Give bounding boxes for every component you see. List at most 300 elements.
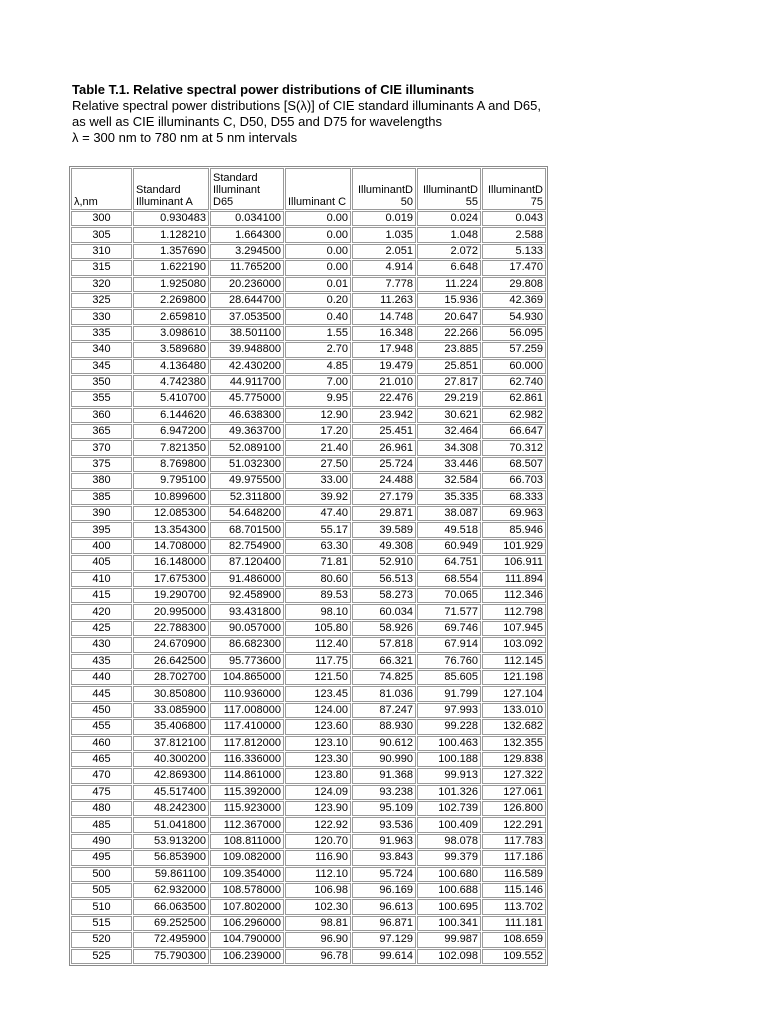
cell-wavelength: 485	[71, 817, 132, 832]
cell-illuminant-a: 10.899600	[133, 490, 209, 505]
cell-wavelength: 520	[71, 932, 132, 947]
cell-illuminant-a: 8.769800	[133, 457, 209, 472]
cell-illuminant-c: 117.75	[285, 654, 351, 669]
table-row	[71, 375, 546, 390]
table-row	[71, 670, 546, 685]
cell-illuminant-a: 53.913200	[133, 834, 209, 849]
cell-wavelength: 385	[71, 490, 132, 505]
cell-illuminant-c: 7.00	[285, 375, 351, 390]
cell-illuminant-c: 120.70	[285, 834, 351, 849]
cell-illuminant-d50: 14.748	[352, 309, 416, 324]
cell-illuminant-c: 124.00	[285, 703, 351, 718]
cell-wavelength: 360	[71, 408, 132, 423]
cell-illuminant-d65: 117.008000	[210, 703, 284, 718]
table-row	[71, 555, 546, 570]
cell-illuminant-d50: 25.451	[352, 424, 416, 439]
cell-illuminant-d75: 101.929	[482, 539, 546, 554]
cell-wavelength: 395	[71, 522, 132, 537]
cell-illuminant-d50: 11.263	[352, 293, 416, 308]
cell-illuminant-a: 4.742380	[133, 375, 209, 390]
table-row	[71, 850, 546, 865]
table-row	[71, 408, 546, 423]
cell-illuminant-d65: 1.664300	[210, 227, 284, 242]
table-row	[71, 309, 546, 324]
cell-illuminant-a: 13.354300	[133, 522, 209, 537]
cell-illuminant-c: 106.98	[285, 883, 351, 898]
table-row	[71, 867, 546, 882]
cell-illuminant-d75: 115.146	[482, 883, 546, 898]
cell-wavelength: 370	[71, 440, 132, 455]
cell-illuminant-a: 35.406800	[133, 719, 209, 734]
cell-illuminant-d55: 100.680	[417, 867, 481, 882]
header-wavelength: λ,nm	[71, 168, 132, 210]
cell-illuminant-d65: 49.363700	[210, 424, 284, 439]
cell-illuminant-a: 40.300200	[133, 752, 209, 767]
cell-wavelength: 490	[71, 834, 132, 849]
cell-illuminant-d50: 0.019	[352, 211, 416, 226]
table-row	[71, 686, 546, 701]
cell-illuminant-c: 0.00	[285, 211, 351, 226]
cell-illuminant-d65: 49.975500	[210, 473, 284, 488]
cell-illuminant-d65: 109.082000	[210, 850, 284, 865]
cell-illuminant-d50: 87.247	[352, 703, 416, 718]
cell-wavelength: 305	[71, 227, 132, 242]
cell-illuminant-d75: 62.982	[482, 408, 546, 423]
cell-illuminant-d65: 54.648200	[210, 506, 284, 521]
header-illuminant-d50: IlluminantD 50	[352, 168, 416, 210]
cell-illuminant-d50: 96.871	[352, 916, 416, 931]
cell-illuminant-a: 2.659810	[133, 309, 209, 324]
cell-illuminant-d55: 34.308	[417, 440, 481, 455]
cell-illuminant-d75: 68.333	[482, 490, 546, 505]
table-row	[71, 752, 546, 767]
cell-illuminant-d75: 103.092	[482, 637, 546, 652]
table-row	[71, 768, 546, 783]
table-row	[71, 260, 546, 275]
cell-wavelength: 400	[71, 539, 132, 554]
cell-illuminant-a: 0.930483	[133, 211, 209, 226]
cell-illuminant-d75: 69.963	[482, 506, 546, 521]
cell-illuminant-c: 33.00	[285, 473, 351, 488]
table-row	[71, 440, 546, 455]
table-row	[71, 703, 546, 718]
cell-illuminant-d65: 42.430200	[210, 359, 284, 374]
cell-illuminant-c: 123.30	[285, 752, 351, 767]
cell-illuminant-a: 24.670900	[133, 637, 209, 652]
cell-illuminant-d65: 108.578000	[210, 883, 284, 898]
cell-wavelength: 450	[71, 703, 132, 718]
table-row	[71, 817, 546, 832]
cell-illuminant-d75: 17.470	[482, 260, 546, 275]
cell-illuminant-a: 2.269800	[133, 293, 209, 308]
cell-illuminant-d65: 106.296000	[210, 916, 284, 931]
cell-illuminant-d50: 56.513	[352, 572, 416, 587]
cell-illuminant-d65: 104.790000	[210, 932, 284, 947]
cell-illuminant-a: 3.098610	[133, 326, 209, 341]
table-row	[71, 654, 546, 669]
cell-illuminant-d50: 91.963	[352, 834, 416, 849]
table-row	[71, 391, 546, 406]
cell-illuminant-d75: 112.346	[482, 588, 546, 603]
cell-wavelength: 510	[71, 899, 132, 914]
cell-illuminant-a: 1.128210	[133, 227, 209, 242]
cell-illuminant-d65: 87.120400	[210, 555, 284, 570]
cell-illuminant-c: 71.81	[285, 555, 351, 570]
cell-illuminant-d55: 99.228	[417, 719, 481, 734]
cell-illuminant-d55: 1.048	[417, 227, 481, 242]
cell-illuminant-d65: 44.911700	[210, 375, 284, 390]
cell-illuminant-d75: 127.104	[482, 686, 546, 701]
table-row	[71, 211, 546, 226]
document-header	[72, 82, 672, 146]
cell-illuminant-d50: 26.961	[352, 440, 416, 455]
cell-illuminant-d75: 121.198	[482, 670, 546, 685]
cell-illuminant-d65: 107.802000	[210, 899, 284, 914]
cell-illuminant-d50: 4.914	[352, 260, 416, 275]
description-line: λ = 300 nm to 780 nm at 5 nm intervals	[72, 130, 298, 145]
cell-illuminant-d55: 20.647	[417, 309, 481, 324]
cell-illuminant-c: 0.20	[285, 293, 351, 308]
cell-illuminant-d75: 122.291	[482, 817, 546, 832]
cell-illuminant-c: 89.53	[285, 588, 351, 603]
cell-illuminant-d75: 68.507	[482, 457, 546, 472]
cell-illuminant-a: 14.708000	[133, 539, 209, 554]
cell-illuminant-c: 112.10	[285, 867, 351, 882]
cell-illuminant-a: 48.242300	[133, 801, 209, 816]
cell-illuminant-d65: 114.861000	[210, 768, 284, 783]
cell-illuminant-d55: 15.936	[417, 293, 481, 308]
cell-illuminant-d75: 127.322	[482, 768, 546, 783]
cell-illuminant-a: 51.041800	[133, 817, 209, 832]
spd-table-container	[69, 166, 548, 966]
cell-illuminant-d55: 102.098	[417, 949, 481, 964]
cell-illuminant-d65: 117.812000	[210, 736, 284, 751]
cell-illuminant-a: 1.622190	[133, 260, 209, 275]
cell-wavelength: 345	[71, 359, 132, 374]
cell-illuminant-d55: 49.518	[417, 522, 481, 537]
header-illuminant-d65: Standard Illuminant D65	[210, 168, 284, 210]
cell-illuminant-d50: 19.479	[352, 359, 416, 374]
cell-illuminant-d55: 64.751	[417, 555, 481, 570]
cell-illuminant-d65: 52.311800	[210, 490, 284, 505]
table-row	[71, 244, 546, 259]
cell-illuminant-c: 55.17	[285, 522, 351, 537]
table-row	[71, 916, 546, 931]
cell-illuminant-d50: 58.926	[352, 621, 416, 636]
cell-wavelength: 415	[71, 588, 132, 603]
cell-illuminant-d50: 16.348	[352, 326, 416, 341]
table-row	[71, 424, 546, 439]
cell-illuminant-d50: 22.476	[352, 391, 416, 406]
cell-illuminant-d75: 85.946	[482, 522, 546, 537]
cell-wavelength: 405	[71, 555, 132, 570]
cell-illuminant-c: 9.95	[285, 391, 351, 406]
cell-illuminant-d50: 93.843	[352, 850, 416, 865]
cell-illuminant-d50: 17.948	[352, 342, 416, 357]
cell-illuminant-d65: 51.032300	[210, 457, 284, 472]
cell-wavelength: 380	[71, 473, 132, 488]
cell-illuminant-d55: 99.379	[417, 850, 481, 865]
cell-illuminant-c: 0.01	[285, 277, 351, 292]
cell-illuminant-d50: 52.910	[352, 555, 416, 570]
table-row	[71, 572, 546, 587]
cell-illuminant-d55: 60.949	[417, 539, 481, 554]
cell-illuminant-d65: 3.294500	[210, 244, 284, 259]
table-description	[72, 98, 672, 146]
cell-wavelength: 310	[71, 244, 132, 259]
cell-illuminant-d55: 100.341	[417, 916, 481, 931]
cell-illuminant-d55: 97.993	[417, 703, 481, 718]
cell-illuminant-d55: 0.024	[417, 211, 481, 226]
cell-illuminant-a: 7.821350	[133, 440, 209, 455]
cell-wavelength: 455	[71, 719, 132, 734]
cell-illuminant-a: 72.495900	[133, 932, 209, 947]
cell-illuminant-a: 59.861100	[133, 867, 209, 882]
table-row	[71, 277, 546, 292]
cell-illuminant-d65: 115.392000	[210, 785, 284, 800]
cell-illuminant-d75: 29.808	[482, 277, 546, 292]
cell-illuminant-d55: 100.463	[417, 736, 481, 751]
cell-illuminant-a: 3.589680	[133, 342, 209, 357]
cell-illuminant-d55: 27.817	[417, 375, 481, 390]
cell-illuminant-d75: 113.702	[482, 899, 546, 914]
table-row	[71, 293, 546, 308]
cell-wavelength: 465	[71, 752, 132, 767]
cell-illuminant-c: 116.90	[285, 850, 351, 865]
cell-illuminant-d55: 22.266	[417, 326, 481, 341]
cell-illuminant-d75: 106.911	[482, 555, 546, 570]
cell-wavelength: 375	[71, 457, 132, 472]
cell-illuminant-d55: 23.885	[417, 342, 481, 357]
cell-illuminant-d75: 116.589	[482, 867, 546, 882]
cell-illuminant-d65: 45.775000	[210, 391, 284, 406]
cell-illuminant-d65: 117.410000	[210, 719, 284, 734]
cell-illuminant-d55: 100.688	[417, 883, 481, 898]
cell-illuminant-d75: 66.703	[482, 473, 546, 488]
cell-illuminant-d65: 109.354000	[210, 867, 284, 882]
cell-illuminant-d65: 90.057000	[210, 621, 284, 636]
cell-illuminant-d50: 7.778	[352, 277, 416, 292]
table-header-row	[71, 168, 546, 210]
cell-illuminant-a: 37.812100	[133, 736, 209, 751]
cell-illuminant-d75: 111.894	[482, 572, 546, 587]
cell-illuminant-a: 30.850800	[133, 686, 209, 701]
cell-illuminant-a: 66.063500	[133, 899, 209, 914]
cell-illuminant-d65: 93.431800	[210, 604, 284, 619]
cell-illuminant-d55: 67.914	[417, 637, 481, 652]
cell-illuminant-c: 123.80	[285, 768, 351, 783]
cell-illuminant-d75: 117.783	[482, 834, 546, 849]
table-row	[71, 227, 546, 242]
cell-illuminant-d55: 33.446	[417, 457, 481, 472]
cell-illuminant-d55: 32.584	[417, 473, 481, 488]
cell-illuminant-a: 4.136480	[133, 359, 209, 374]
cell-illuminant-c: 39.92	[285, 490, 351, 505]
cell-illuminant-d75: 112.145	[482, 654, 546, 669]
cell-illuminant-d75: 70.312	[482, 440, 546, 455]
cell-wavelength: 445	[71, 686, 132, 701]
cell-illuminant-d50: 74.825	[352, 670, 416, 685]
table-row	[71, 899, 546, 914]
cell-illuminant-d55: 99.987	[417, 932, 481, 947]
cell-illuminant-a: 56.853900	[133, 850, 209, 865]
table-row	[71, 785, 546, 800]
cell-illuminant-d65: 38.501100	[210, 326, 284, 341]
cell-illuminant-d55: 11.224	[417, 277, 481, 292]
cell-illuminant-c: 27.50	[285, 457, 351, 472]
cell-illuminant-d50: 97.129	[352, 932, 416, 947]
cell-illuminant-a: 28.702700	[133, 670, 209, 685]
cell-illuminant-a: 1.357690	[133, 244, 209, 259]
cell-illuminant-d75: 60.000	[482, 359, 546, 374]
cell-illuminant-c: 105.80	[285, 621, 351, 636]
cell-illuminant-d55: 102.739	[417, 801, 481, 816]
description-line: Relative spectral power distributions [S(λ)] of CIE standard illuminants A and D65,	[72, 98, 541, 113]
spd-table	[69, 166, 548, 966]
cell-illuminant-d65: 106.239000	[210, 949, 284, 964]
cell-illuminant-d50: 95.109	[352, 801, 416, 816]
cell-illuminant-d65: 108.811000	[210, 834, 284, 849]
cell-illuminant-d55: 70.065	[417, 588, 481, 603]
table-row	[71, 539, 546, 554]
cell-illuminant-d55: 85.605	[417, 670, 481, 685]
cell-illuminant-d55: 32.464	[417, 424, 481, 439]
cell-illuminant-d50: 60.034	[352, 604, 416, 619]
cell-illuminant-d75: 133.010	[482, 703, 546, 718]
cell-illuminant-a: 19.290700	[133, 588, 209, 603]
cell-illuminant-a: 33.085900	[133, 703, 209, 718]
cell-illuminant-d50: 90.612	[352, 736, 416, 751]
cell-illuminant-d50: 1.035	[352, 227, 416, 242]
table-row	[71, 457, 546, 472]
cell-illuminant-d75: 117.186	[482, 850, 546, 865]
cell-illuminant-d75: 127.061	[482, 785, 546, 800]
cell-illuminant-d65: 92.458900	[210, 588, 284, 603]
cell-illuminant-d50: 2.051	[352, 244, 416, 259]
cell-illuminant-d55: 68.554	[417, 572, 481, 587]
cell-illuminant-d65: 68.701500	[210, 522, 284, 537]
cell-illuminant-a: 6.947200	[133, 424, 209, 439]
cell-illuminant-a: 9.795100	[133, 473, 209, 488]
cell-illuminant-d55: 100.695	[417, 899, 481, 914]
cell-wavelength: 390	[71, 506, 132, 521]
cell-illuminant-c: 96.78	[285, 949, 351, 964]
cell-illuminant-d65: 28.644700	[210, 293, 284, 308]
cell-illuminant-d50: 23.942	[352, 408, 416, 423]
cell-illuminant-a: 22.788300	[133, 621, 209, 636]
table-row	[71, 473, 546, 488]
header-illuminant-d75: IlluminantD 75	[482, 168, 546, 210]
cell-wavelength: 320	[71, 277, 132, 292]
cell-illuminant-d65: 52.089100	[210, 440, 284, 455]
cell-illuminant-d65: 20.236000	[210, 277, 284, 292]
cell-illuminant-d55: 100.188	[417, 752, 481, 767]
cell-illuminant-d75: 57.259	[482, 342, 546, 357]
cell-illuminant-d50: 88.930	[352, 719, 416, 734]
table-row	[71, 604, 546, 619]
cell-illuminant-c: 121.50	[285, 670, 351, 685]
table-row	[71, 949, 546, 964]
cell-illuminant-d75: 126.800	[482, 801, 546, 816]
cell-illuminant-c: 123.10	[285, 736, 351, 751]
cell-illuminant-d75: 132.355	[482, 736, 546, 751]
cell-illuminant-d50: 57.818	[352, 637, 416, 652]
cell-wavelength: 355	[71, 391, 132, 406]
cell-illuminant-a: 12.085300	[133, 506, 209, 521]
cell-illuminant-a: 16.148000	[133, 555, 209, 570]
cell-illuminant-d65: 95.773600	[210, 654, 284, 669]
cell-illuminant-d75: 66.647	[482, 424, 546, 439]
cell-wavelength: 335	[71, 326, 132, 341]
table-row	[71, 522, 546, 537]
cell-illuminant-d65: 11.765200	[210, 260, 284, 275]
cell-illuminant-d65: 37.053500	[210, 309, 284, 324]
cell-illuminant-a: 17.675300	[133, 572, 209, 587]
cell-illuminant-d55: 38.087	[417, 506, 481, 521]
cell-illuminant-d55: 76.760	[417, 654, 481, 669]
cell-illuminant-d55: 100.409	[417, 817, 481, 832]
cell-illuminant-d55: 25.851	[417, 359, 481, 374]
cell-illuminant-d75: 62.740	[482, 375, 546, 390]
cell-illuminant-a: 69.252500	[133, 916, 209, 931]
cell-illuminant-d75: 2.588	[482, 227, 546, 242]
table-row	[71, 637, 546, 652]
cell-wavelength: 420	[71, 604, 132, 619]
cell-illuminant-d75: 111.181	[482, 916, 546, 931]
cell-wavelength: 300	[71, 211, 132, 226]
cell-illuminant-c: 112.40	[285, 637, 351, 652]
cell-illuminant-d55: 69.746	[417, 621, 481, 636]
cell-illuminant-d65: 104.865000	[210, 670, 284, 685]
cell-illuminant-a: 6.144620	[133, 408, 209, 423]
cell-illuminant-c: 0.00	[285, 244, 351, 259]
cell-wavelength: 480	[71, 801, 132, 816]
cell-illuminant-c: 2.70	[285, 342, 351, 357]
cell-wavelength: 430	[71, 637, 132, 652]
cell-illuminant-d50: 66.321	[352, 654, 416, 669]
cell-illuminant-d55: 101.326	[417, 785, 481, 800]
cell-illuminant-a: 5.410700	[133, 391, 209, 406]
description-line: as well as CIE illuminants C, D50, D55 and D75 for wavelengths	[72, 114, 442, 129]
cell-illuminant-d65: 115.923000	[210, 801, 284, 816]
cell-illuminant-d50: 99.614	[352, 949, 416, 964]
cell-illuminant-d50: 91.368	[352, 768, 416, 783]
cell-illuminant-a: 42.869300	[133, 768, 209, 783]
cell-illuminant-c: 102.30	[285, 899, 351, 914]
cell-illuminant-c: 96.90	[285, 932, 351, 947]
table-row	[71, 359, 546, 374]
cell-illuminant-d50: 25.724	[352, 457, 416, 472]
header-illuminant-d55: IlluminantD 55	[417, 168, 481, 210]
cell-illuminant-c: 123.60	[285, 719, 351, 734]
cell-wavelength: 340	[71, 342, 132, 357]
cell-illuminant-d65: 116.336000	[210, 752, 284, 767]
cell-illuminant-c: 122.92	[285, 817, 351, 832]
cell-illuminant-d65: 0.034100	[210, 211, 284, 226]
cell-illuminant-c: 21.40	[285, 440, 351, 455]
cell-illuminant-c: 80.60	[285, 572, 351, 587]
cell-illuminant-a: 62.932000	[133, 883, 209, 898]
cell-illuminant-d75: 129.838	[482, 752, 546, 767]
cell-wavelength: 315	[71, 260, 132, 275]
cell-illuminant-d75: 109.552	[482, 949, 546, 964]
cell-illuminant-a: 45.517400	[133, 785, 209, 800]
cell-wavelength: 350	[71, 375, 132, 390]
cell-illuminant-d65: 112.367000	[210, 817, 284, 832]
cell-illuminant-d50: 49.308	[352, 539, 416, 554]
header-illuminant-a: Standard Illuminant A	[133, 168, 209, 210]
cell-illuminant-d65: 46.638300	[210, 408, 284, 423]
